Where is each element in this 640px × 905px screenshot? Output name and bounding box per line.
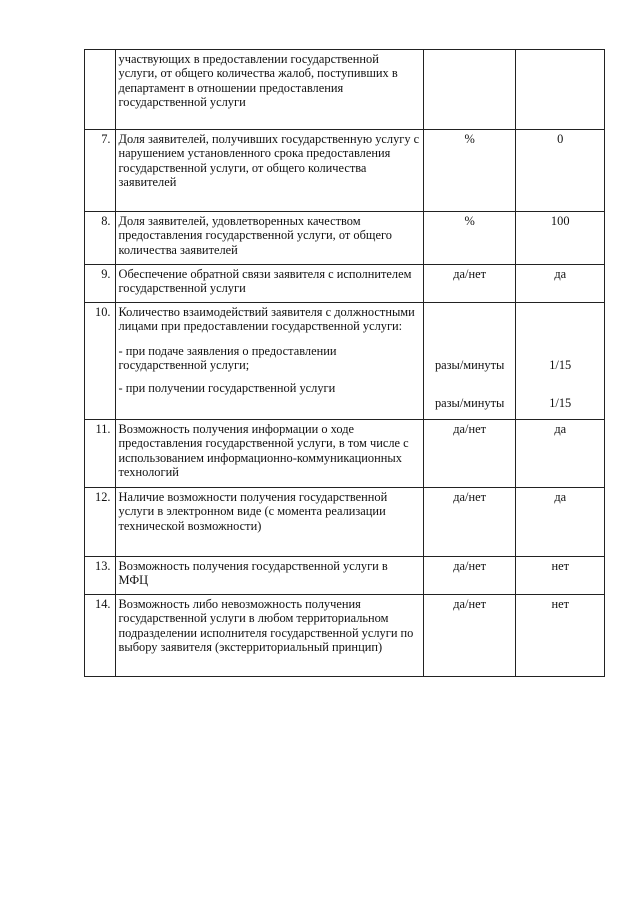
- sub-indicator-text: - при получении государственной услуги: [118, 381, 336, 396]
- indicator-text: Возможность либо невозможность получения государственной услуги в любом территориальном подразделении исполнителя государственной услуги по выбору заявителя (экстерриториальный принцип): [115, 595, 423, 677]
- indicator-text: Доля заявителей, удовлетворенных качеством предоставления государственной услуги, от общего количества заявителей: [115, 212, 423, 265]
- unit-cell: %: [423, 130, 516, 212]
- table-row: [85, 488, 605, 557]
- row-number: 12.: [85, 488, 116, 557]
- table-row: [85, 557, 605, 595]
- unit-cell: да/нет: [423, 557, 516, 595]
- table-row: [85, 130, 605, 212]
- value-cell: нет: [516, 557, 605, 595]
- row-number: 9.: [85, 265, 116, 303]
- value-cell: 1/15: [549, 396, 572, 411]
- indicator-text: Наличие возможности получения государственной услуги в электронном виде (с момента реализации технической возможности): [115, 488, 423, 557]
- value-cell: да: [516, 488, 605, 557]
- row-number: 13.: [85, 557, 116, 595]
- indicator-text: участвующих в предоставлении государственной услуги, от общего количества жалоб, поступивших в департамент в отношении предоставления государственной услуги: [115, 50, 423, 130]
- indicators-table: [84, 49, 605, 677]
- row-number: [85, 50, 116, 130]
- indicator-text: Возможность получения государственной услуги в МФЦ: [115, 557, 423, 595]
- unit-cell: да/нет: [423, 420, 516, 488]
- table-row: [85, 212, 605, 265]
- row-number: 10.: [85, 303, 116, 420]
- value-cell: [516, 50, 605, 130]
- row-number: 14.: [85, 595, 116, 677]
- unit-cell: да/нет: [423, 265, 516, 303]
- value-cell: 100: [516, 212, 605, 265]
- indicator-text: Доля заявителей, получивших государственную услугу с нарушением установленного срока предоставления государственной услуги, от общего количества заявителей: [115, 130, 423, 212]
- indicator-text: Возможность получения информации о ходе предоставления государственной услуги, в том числе с использованием информационно-коммуникационных технологий: [115, 420, 423, 488]
- table-row: [85, 50, 605, 130]
- value-cell: да: [516, 420, 605, 488]
- value-cell: да: [516, 265, 605, 303]
- unit-cell: да/нет: [423, 595, 516, 677]
- unit-cell: [423, 50, 516, 130]
- table-row: [85, 420, 605, 488]
- value-cell: 1/15: [549, 358, 572, 372]
- unit-cell: разы/минуты: [434, 358, 505, 372]
- unit-cell: разы/минуты: [434, 396, 505, 411]
- row-number: 7.: [85, 130, 116, 212]
- unit-cell: да/нет: [423, 488, 516, 557]
- value-cell: нет: [516, 595, 605, 677]
- row-number: 11.: [85, 420, 116, 488]
- indicator-text: Обеспечение обратной связи заявителя с исполнителем государственной услуги: [115, 265, 423, 303]
- unit-cell: %: [423, 212, 516, 265]
- row-number: 8.: [85, 212, 116, 265]
- table-row: [85, 595, 605, 677]
- sub-indicator-text: - при подаче заявления о предоставлении государственной услуги;: [118, 343, 337, 372]
- table-row: [85, 303, 605, 420]
- table-row: [85, 265, 605, 303]
- indicator-text: Количество взаимодействий заявителя с должностными лицами при предоставлении государственной услуги:: [118, 305, 415, 334]
- value-cell: 0: [516, 130, 605, 212]
